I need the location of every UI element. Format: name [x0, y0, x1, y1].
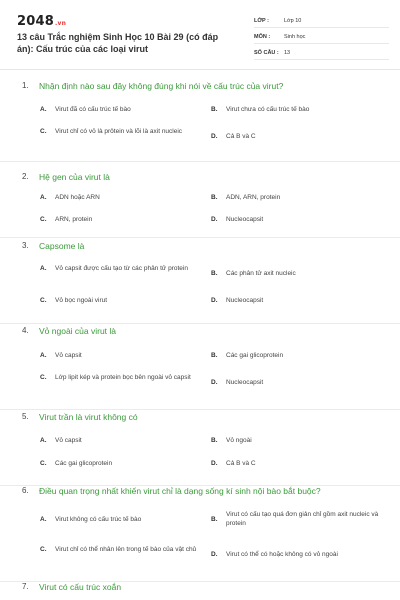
meta-value: Sinh học	[284, 33, 306, 40]
option-a[interactable]	[40, 515, 205, 524]
page-title: 13 câu Trắc nghiệm Sinh Học 10 Bài 29 (có đáp án): Cấu trúc của các loại virut	[17, 32, 219, 54]
option-c[interactable]	[40, 127, 190, 136]
question-item	[0, 486, 400, 582]
option-c[interactable]	[40, 545, 200, 554]
option-letter: C.	[40, 297, 47, 304]
option-letter: C.	[40, 546, 47, 553]
option-letter: B.	[211, 352, 218, 359]
option-text: Virut có thể có hoặc không có vỏ ngoài	[226, 551, 338, 558]
question-item	[0, 238, 400, 324]
option-text: Virut có cấu tạo quá đơn giản chỉ gồm axit nucleic và protein	[226, 511, 379, 527]
question-text: Nhận định nào sau đây không đúng khi nói về cấu trúc của virut?	[39, 81, 284, 91]
quiz-meta	[254, 14, 389, 62]
option-text: Virut chỉ có thể nhân lên trong tế bào của vật chủ	[55, 546, 197, 553]
site-logo[interactable]	[17, 14, 66, 29]
meta-row-subject	[254, 30, 389, 44]
question-item	[0, 324, 400, 410]
question-text: Virut có cấu trúc xoắn	[39, 582, 122, 592]
option-c[interactable]	[40, 296, 205, 305]
question-text: Capsome là	[39, 241, 85, 251]
option-letter: C.	[40, 216, 47, 223]
option-text: Vỏ ngoài	[226, 437, 252, 444]
option-letter: D.	[211, 297, 218, 304]
option-d[interactable]	[211, 132, 376, 141]
question-item	[0, 162, 400, 238]
question-number: 6.	[22, 486, 29, 495]
option-text: Lớp lipit kép và protein bọc bên ngoài vỏ capsit	[55, 374, 191, 381]
meta-key: SỐ CÂU :	[254, 49, 279, 56]
option-letter: D.	[211, 460, 218, 467]
page-header	[0, 0, 400, 70]
option-a[interactable]	[40, 436, 205, 445]
option-letter: A.	[40, 352, 47, 359]
option-letter: A.	[40, 516, 47, 523]
question-item	[0, 70, 400, 162]
option-d[interactable]	[211, 459, 376, 468]
question-text: Điều quan trọng nhất khiến virut chỉ là dạng sống kí sinh nội bào bắt buộc?	[39, 486, 321, 496]
option-d[interactable]	[211, 215, 376, 224]
option-text: ADN hoặc ARN	[55, 194, 100, 201]
meta-row-class	[254, 14, 389, 28]
option-a[interactable]	[40, 351, 205, 360]
option-text: Virut chỉ có vỏ là prôtein và lõi là axit nucleic	[55, 128, 183, 135]
option-letter: D.	[211, 379, 218, 386]
option-text: Vỏ capsit được cấu tạo từ các phân tử protein	[55, 265, 188, 272]
option-text: ADN, ARN, protein	[226, 194, 281, 201]
option-letter: C.	[40, 374, 47, 381]
option-text: Các phân tử axit nucleic	[226, 270, 296, 277]
option-a[interactable]	[40, 105, 205, 114]
option-text: Vỏ capsit	[55, 437, 82, 444]
option-letter: A.	[40, 437, 47, 444]
meta-key: LỚP :	[254, 17, 269, 24]
question-header	[22, 241, 379, 252]
option-c[interactable]	[40, 459, 205, 468]
option-text: ARN, protein	[55, 216, 93, 223]
question-number: 2.	[22, 172, 29, 181]
question-header	[22, 172, 379, 183]
option-letter: A.	[40, 194, 47, 201]
option-text: Cả B và C	[226, 460, 256, 467]
meta-key: MÔN :	[254, 33, 271, 40]
question-text: Vỏ ngoài của virut là	[39, 326, 117, 336]
option-letter: A.	[40, 106, 47, 113]
option-text: Nucleocapsit	[226, 379, 264, 386]
logo-text: 2048	[17, 14, 54, 29]
option-text: Nucleocapsit	[226, 216, 264, 223]
option-letter: B.	[211, 106, 218, 113]
option-c[interactable]	[40, 373, 200, 382]
question-number: 4.	[22, 326, 29, 335]
question-number: 3.	[22, 241, 29, 250]
meta-value: 13	[284, 49, 291, 56]
question-header	[22, 326, 379, 337]
option-d[interactable]	[211, 550, 386, 559]
option-text: Virut chưa có cấu trúc tế bào	[226, 106, 310, 113]
meta-row-count	[254, 46, 389, 60]
option-letter: D.	[211, 216, 218, 223]
option-letter: D.	[211, 133, 218, 140]
question-header	[22, 582, 379, 593]
option-letter: C.	[40, 460, 47, 467]
option-letter: B.	[211, 515, 218, 523]
option-d[interactable]	[211, 296, 376, 305]
logo-suffix: .vn	[54, 20, 67, 27]
question-number: 7.	[22, 582, 29, 591]
option-letter: B.	[211, 194, 218, 201]
question-header	[22, 412, 379, 423]
option-b[interactable]	[211, 269, 376, 278]
question-header	[22, 81, 379, 92]
option-letter: C.	[40, 128, 47, 135]
question-number: 1.	[22, 81, 29, 90]
option-text: Virut không có cấu trúc tế bào	[55, 516, 142, 523]
option-text: Nucleocapsit	[226, 297, 264, 304]
option-text: Các gai glicoprotein	[55, 460, 113, 467]
option-letter: B.	[211, 437, 218, 444]
question-item	[0, 582, 400, 600]
option-letter: B.	[211, 270, 218, 277]
option-text: Cả B và C	[226, 133, 256, 140]
option-b[interactable]	[211, 105, 376, 114]
question-text: Hệ gen của virut là	[39, 172, 110, 182]
question-header	[22, 486, 379, 497]
question-text: Virut trần là virut không có	[39, 412, 138, 422]
option-text: Virut đã có cấu trúc tế bào	[55, 106, 131, 113]
option-b[interactable]	[211, 436, 376, 445]
option-a[interactable]	[40, 264, 195, 273]
option-b[interactable]	[211, 510, 386, 528]
option-b[interactable]	[211, 193, 376, 202]
question-number: 5.	[22, 412, 29, 421]
option-letter: D.	[211, 551, 218, 558]
option-text: Vỏ capsit	[55, 352, 82, 359]
option-d[interactable]	[211, 378, 376, 387]
option-b[interactable]	[211, 351, 376, 360]
option-text: Vỏ bọc ngoài virut	[55, 297, 108, 304]
question-item	[0, 410, 400, 486]
option-a[interactable]	[40, 193, 205, 202]
option-text: Các gai glicoprotein	[226, 352, 284, 359]
meta-value: Lớp 10	[284, 17, 302, 24]
option-letter: A.	[40, 265, 47, 272]
option-c[interactable]	[40, 215, 205, 224]
